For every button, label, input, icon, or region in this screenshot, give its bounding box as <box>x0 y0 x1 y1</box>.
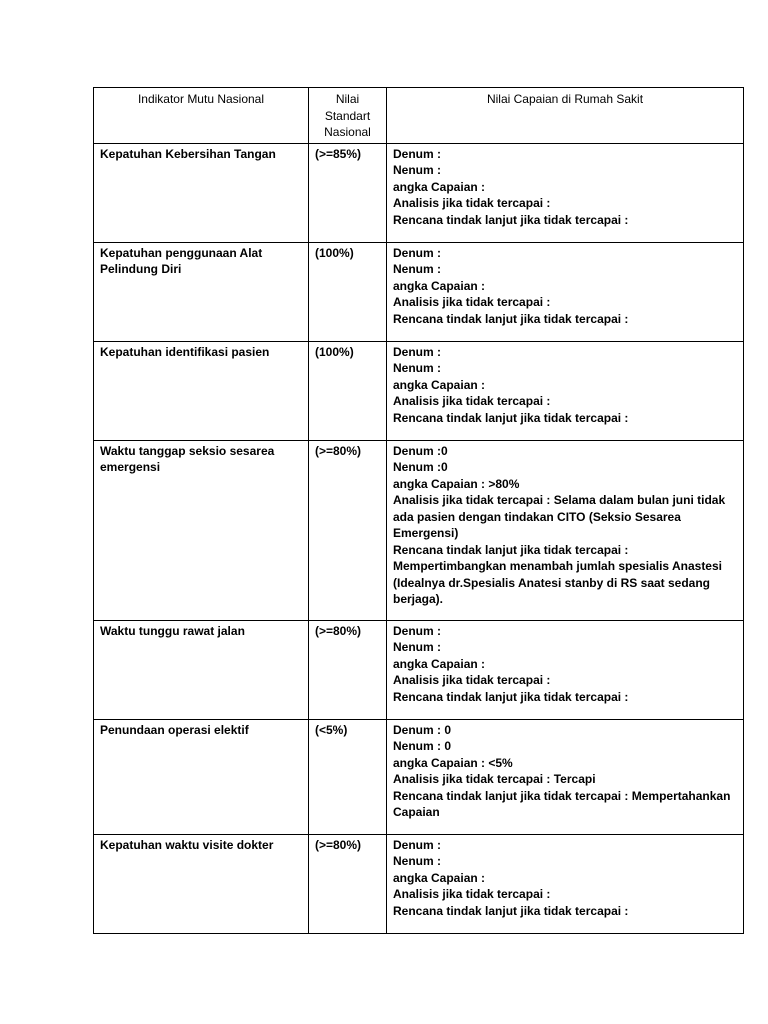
standard-value: (>=85%) <box>309 143 387 242</box>
indicator-name: Penundaan operasi elektif <box>94 719 309 834</box>
achievement-cell <box>387 440 744 620</box>
achievement-line: angka Capaian : <5% <box>393 755 513 770</box>
denum-line: Denum : <box>393 623 441 638</box>
denum-line: Denum : 0 <box>393 722 452 737</box>
follow-up-line: Rencana tindak lanjut jika tidak tercapai : <box>393 410 629 425</box>
indicator-name: Kepatuhan penggunaan Alat Pelindung Diri <box>94 242 309 341</box>
denum-line: Denum : <box>393 837 441 852</box>
table-row <box>94 834 744 933</box>
achievement-line: angka Capaian : <box>393 656 486 671</box>
denum-line: Denum : <box>393 245 441 260</box>
analysis-line: Analisis jika tidak tercapai : <box>393 887 551 901</box>
nenum-line: Nenum : <box>393 854 441 868</box>
achievement-cell <box>387 143 744 242</box>
table-row <box>94 242 744 341</box>
achievement-line: angka Capaian : <box>393 179 486 194</box>
table-row <box>94 143 744 242</box>
indicator-table <box>93 87 744 934</box>
follow-up-line: Rencana tindak lanjut jika tidak tercapai : <box>393 212 629 227</box>
standard-value: (>=80%) <box>309 620 387 719</box>
follow-up-line: Rencana tindak lanjut jika tidak tercapai : Mempertimbangkan menambah jumlah spesialis Anastesi (Idealnya dr.Spesialis Anatesi stanby di RS saat sedang berjaga). <box>393 542 722 606</box>
table-row <box>94 620 744 719</box>
analysis-line: Analisis jika tidak tercapai : <box>393 394 551 408</box>
standard-value: (>=80%) <box>309 440 387 620</box>
indicator-name: Kepatuhan waktu visite dokter <box>94 834 309 933</box>
achievement-line: angka Capaian : <box>393 278 486 293</box>
nenum-line: Nenum : <box>393 163 441 177</box>
header-achievement: Nilai Capaian di Rumah Sakit <box>387 88 744 144</box>
standard-value: (100%) <box>309 242 387 341</box>
table-header-row <box>94 88 744 144</box>
nenum-line: Nenum :0 <box>393 460 448 474</box>
analysis-line: Analisis jika tidak tercapai : <box>393 196 551 210</box>
follow-up-line: Rencana tindak lanjut jika tidak tercapai : Mempertahankan Capaian <box>393 788 731 819</box>
follow-up-line: Rencana tindak lanjut jika tidak tercapai : <box>393 689 629 704</box>
nenum-line: Nenum : <box>393 640 441 654</box>
table-row <box>94 341 744 440</box>
nenum-line: Nenum : <box>393 361 441 375</box>
nenum-line: Nenum : <box>393 262 441 276</box>
indicator-name: Waktu tunggu rawat jalan <box>94 620 309 719</box>
achievement-line: angka Capaian : >80% <box>393 476 520 491</box>
analysis-line: Analisis jika tidak tercapai : <box>393 295 551 309</box>
analysis-line: Analisis jika tidak tercapai : <box>393 673 551 687</box>
header-standard: Nilai Standart Nasional <box>309 88 387 144</box>
achievement-cell <box>387 242 744 341</box>
header-indicator: Indikator Mutu Nasional <box>94 88 309 144</box>
achievement-cell <box>387 620 744 719</box>
table-row <box>94 440 744 620</box>
nenum-line: Nenum : 0 <box>393 739 452 753</box>
denum-line: Denum :0 <box>393 443 448 458</box>
analysis-line: Analisis jika tidak tercapai : Selama dalam bulan juni tidak ada pasien dengan tindakan CITO (Seksio Sesarea Emergensi) <box>393 493 726 540</box>
standard-value: (100%) <box>309 341 387 440</box>
achievement-cell <box>387 834 744 933</box>
indicator-name: Kepatuhan identifikasi pasien <box>94 341 309 440</box>
standard-value: (<5%) <box>309 719 387 834</box>
achievement-cell <box>387 719 744 834</box>
denum-line: Denum : <box>393 344 441 359</box>
achievement-cell <box>387 341 744 440</box>
standard-value: (>=80%) <box>309 834 387 933</box>
follow-up-line: Rencana tindak lanjut jika tidak tercapai : <box>393 903 629 918</box>
achievement-line: angka Capaian : <box>393 870 486 885</box>
indicator-name: Waktu tanggap seksio sesarea emergensi <box>94 440 309 620</box>
follow-up-line: Rencana tindak lanjut jika tidak tercapai : <box>393 311 629 326</box>
achievement-line: angka Capaian : <box>393 377 486 392</box>
denum-line: Denum : <box>393 146 441 161</box>
indicator-name: Kepatuhan Kebersihan Tangan <box>94 143 309 242</box>
analysis-line: Analisis jika tidak tercapai : Tercapi <box>393 772 596 786</box>
table-row <box>94 719 744 834</box>
